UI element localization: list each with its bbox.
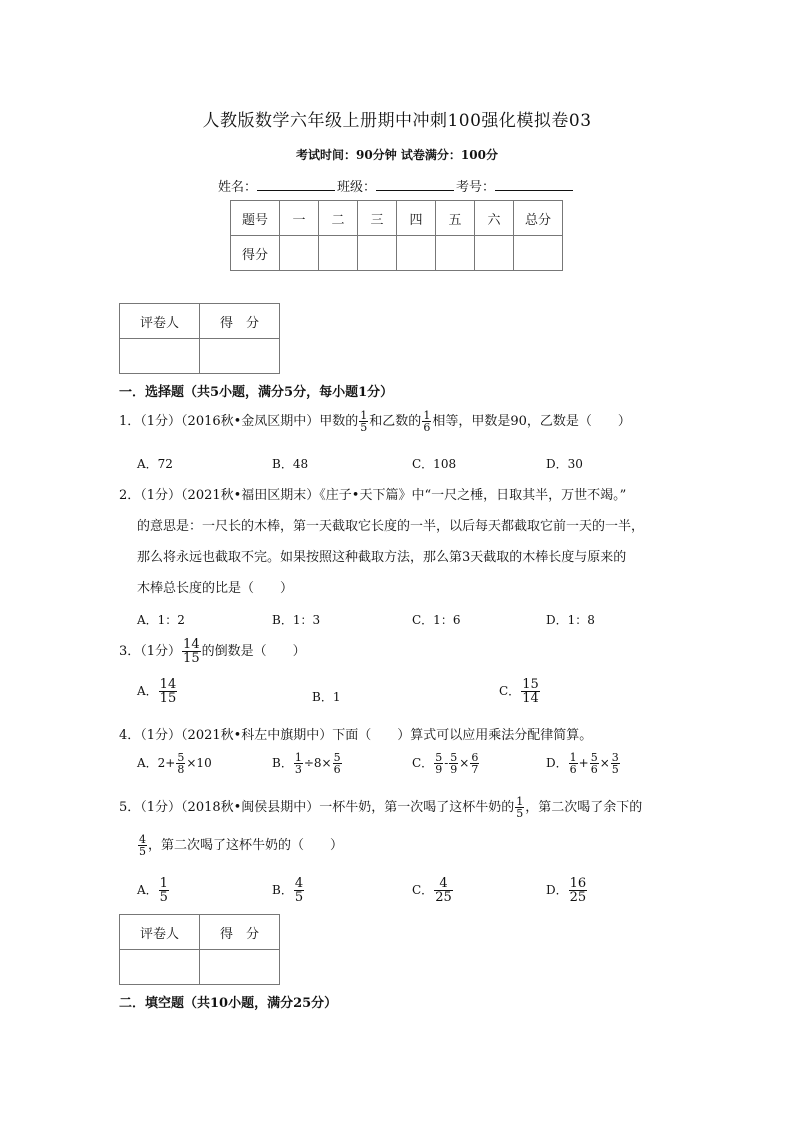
option-c[interactable]	[499, 678, 541, 705]
option-a[interactable]	[137, 678, 178, 705]
numerator: 14	[183, 637, 200, 652]
expr-text: ×	[599, 756, 610, 770]
grader-cell[interactable]	[120, 339, 200, 374]
option-d[interactable]	[546, 877, 588, 904]
expr-text: ×10	[186, 756, 212, 770]
denominator: 3	[294, 763, 302, 776]
numerator: 1	[423, 409, 431, 422]
exam-subtitle: 考试时间：90分钟 试卷满分：100分	[296, 148, 498, 162]
denominator: 7	[471, 763, 479, 776]
name-blank[interactable]	[257, 179, 335, 191]
grader-label: 评卷人	[120, 915, 200, 950]
numerator: 5	[590, 751, 598, 764]
fraction	[449, 752, 458, 775]
option-c[interactable]	[412, 752, 480, 775]
option-label: A．	[137, 684, 158, 698]
expr-text: ×	[459, 756, 470, 770]
denominator: 25	[435, 890, 452, 905]
class-blank[interactable]	[376, 179, 454, 191]
denominator: 14	[522, 691, 539, 706]
exam-title: 人教版数学六年级上册期中冲刺100强化模拟卷03	[202, 111, 592, 131]
score-table-header-row	[231, 201, 563, 236]
option-c[interactable]	[412, 877, 454, 904]
option-a[interactable]: A．72	[137, 457, 173, 471]
option-b[interactable]	[272, 752, 343, 775]
q1-text: 和乙数的	[369, 414, 422, 429]
option-b[interactable]	[272, 877, 305, 904]
option-c[interactable]: C．1：6	[412, 613, 461, 627]
grader-table	[119, 303, 280, 374]
denominator: 5	[516, 807, 524, 820]
fraction	[515, 796, 524, 819]
section-heading: 二．填空题（共10小题，满分25分）	[119, 996, 338, 1011]
fraction	[138, 834, 147, 857]
numerator: 1	[294, 751, 302, 764]
option-d[interactable]	[546, 752, 621, 775]
score-cell[interactable]	[397, 236, 436, 271]
score-cell[interactable]	[319, 236, 358, 271]
numerator: 4	[294, 876, 304, 891]
expr-text: +	[578, 756, 589, 770]
fraction	[569, 752, 578, 775]
grader-score-cell[interactable]	[200, 950, 280, 985]
option-b[interactable]: B．1	[312, 690, 341, 704]
score-table-score-row	[231, 236, 563, 271]
fraction	[176, 752, 185, 775]
q3-text: 的倒数是（ ）	[201, 644, 306, 659]
denominator: 25	[569, 890, 587, 905]
q1-text: 相等，甲数是90，乙数是（ ）	[432, 414, 631, 429]
q1-text: 1．（1分）（2016秋•金凤区期中）甲数的	[119, 414, 359, 429]
numerator: 16	[569, 876, 587, 891]
fraction	[521, 678, 540, 705]
option-a[interactable]	[137, 752, 212, 775]
question-5-line2	[137, 834, 343, 857]
option-b[interactable]: B．48	[272, 457, 309, 471]
denominator: 15	[159, 691, 177, 706]
denominator: 15	[183, 651, 200, 666]
denominator: 6	[423, 421, 431, 434]
grader-label: 评卷人	[120, 304, 200, 339]
fraction	[182, 638, 201, 665]
option-label: C．	[412, 756, 434, 770]
q5-text: 5．（1分）（2018秋•闽侯县期中）一杯牛奶，第一次喝了这杯牛奶的	[119, 800, 515, 815]
question-4: 4．（1分）（2021秋•科左中旗期中）下面（ ）算式可以应用乘法分配律简算。	[119, 728, 593, 743]
fraction	[590, 752, 599, 775]
question-1	[119, 410, 631, 433]
fraction	[422, 410, 431, 433]
option-a[interactable]	[137, 877, 170, 904]
denominator: 6	[590, 763, 598, 776]
numerator: 1	[516, 795, 524, 808]
fraction	[434, 877, 453, 904]
question-2-line: 木棒总长度的比是（ ）	[137, 581, 294, 596]
option-label: A．	[137, 883, 158, 897]
numerator: 14	[159, 677, 177, 692]
option-label: B．	[272, 883, 293, 897]
name-label: 姓名：	[218, 180, 258, 195]
class-label: 班级：	[337, 180, 377, 195]
numerator: 15	[522, 677, 539, 692]
score-cell[interactable]	[514, 236, 563, 271]
grader-score-label: 得 分	[200, 304, 280, 339]
numerator: 5	[450, 751, 458, 764]
denominator: 5	[611, 763, 619, 776]
question-2-line: 2．（1分）（2021秋•福田区期末）《庄子•天下篇》中“一尺之棰，日取其半，万世不竭。”	[119, 488, 627, 503]
option-label: A．	[137, 756, 158, 770]
grader-score-label: 得 分	[200, 915, 280, 950]
student-info-line	[218, 176, 575, 195]
option-a[interactable]: A．1：2	[137, 613, 185, 627]
option-label: D．	[546, 756, 568, 770]
fraction	[470, 752, 479, 775]
score-header-cell: 题号	[231, 201, 280, 236]
q3-text: 3．（1分）	[119, 644, 182, 659]
fraction	[159, 678, 178, 705]
denominator: 8	[177, 763, 185, 776]
score-header-cell: 三	[358, 201, 397, 236]
option-label: C．	[412, 883, 434, 897]
section-heading: 一．选择题（共5小题，满分5分，每小题1分）	[119, 385, 394, 400]
score-header-cell: 六	[475, 201, 514, 236]
grader-score-cell[interactable]	[200, 339, 280, 374]
fraction	[434, 752, 443, 775]
number-blank[interactable]	[495, 179, 573, 191]
expr-text: ÷8×	[303, 756, 332, 770]
score-header-cell: 四	[397, 201, 436, 236]
score-cell[interactable]	[436, 236, 475, 271]
denominator: 9	[450, 763, 458, 776]
q5-text: ，第二次喝了余下的	[525, 800, 643, 815]
fraction	[159, 877, 169, 904]
fraction	[359, 410, 368, 433]
numerator: 5	[177, 751, 185, 764]
expr-text: -	[444, 756, 449, 770]
score-row-label: 得分	[231, 236, 280, 271]
fraction	[569, 877, 588, 904]
denominator: 6	[333, 763, 341, 776]
numerator: 3	[611, 751, 619, 764]
denominator: 5	[360, 421, 368, 434]
numerator: 6	[471, 751, 479, 764]
expr-text: 2+	[157, 756, 176, 770]
question-3	[119, 638, 306, 665]
score-header-cell: 总分	[514, 201, 563, 236]
denominator: 5	[294, 890, 304, 905]
option-label: C．	[499, 684, 521, 698]
denominator: 5	[139, 845, 146, 858]
score-table	[230, 200, 563, 271]
numerator: 1	[159, 876, 168, 891]
grader-cell[interactable]	[120, 950, 200, 985]
score-header-cell: 五	[436, 201, 475, 236]
question-2-line: 那么将永远也截取不完。如果按照这种截取方法，那么第3天截取的木棒长度与原来的	[137, 550, 627, 565]
fraction	[611, 752, 620, 775]
score-cell[interactable]	[280, 236, 319, 271]
fraction	[294, 877, 304, 904]
grader-table	[119, 914, 280, 985]
option-d[interactable]: D．30	[546, 457, 583, 471]
numerator: 4	[439, 876, 448, 891]
question-5	[119, 796, 642, 819]
score-header-cell: 一	[280, 201, 319, 236]
score-header-cell: 二	[319, 201, 358, 236]
numerator: 1	[360, 409, 368, 422]
numerator: 5	[333, 751, 341, 764]
denominator: 5	[159, 890, 168, 905]
option-label: D．	[546, 883, 568, 897]
score-cell[interactable]	[475, 236, 514, 271]
denominator: 6	[569, 763, 577, 776]
q5-text: ，第二次喝了这杯牛奶的（ ）	[148, 838, 344, 853]
option-c[interactable]: C．108	[412, 457, 457, 471]
denominator: 9	[435, 763, 443, 776]
option-label: B．	[272, 756, 293, 770]
score-cell[interactable]	[358, 236, 397, 271]
numerator: 1	[569, 751, 577, 764]
number-label: 考号：	[456, 180, 496, 195]
numerator: 5	[435, 751, 443, 764]
fraction	[333, 752, 342, 775]
option-b[interactable]: B．1：3	[272, 613, 321, 627]
question-2-line: 的意思是：一尺长的木棒，第一天截取它长度的一半，以后每天都截取它前一天的一半，	[137, 519, 645, 534]
fraction	[294, 752, 303, 775]
option-d[interactable]: D．1：8	[546, 613, 595, 627]
numerator: 4	[139, 833, 146, 846]
